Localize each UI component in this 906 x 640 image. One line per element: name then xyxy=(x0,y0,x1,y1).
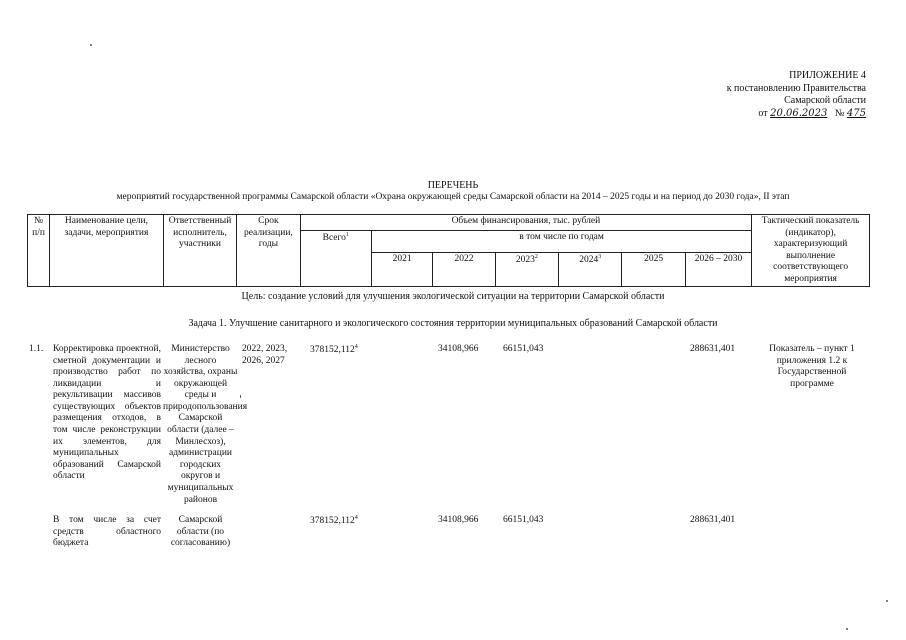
scan-speck xyxy=(886,600,888,602)
goal-line: Цель: создание условий для улучшения экологической ситуации на территории Самарской области xyxy=(241,291,665,302)
header-year-2026-2030: 2026 – 2030 xyxy=(685,253,751,287)
row-2-2023: 66151,043 xyxy=(503,515,544,525)
header-year-2025: 2025 xyxy=(622,253,685,287)
number-prefix: № xyxy=(834,107,845,119)
row-1-2026-2030: 288631,401 xyxy=(690,344,736,354)
task-line: Задача 1. Улучшение санитарного и экологического состояния территории муниципальных образований Самарской области xyxy=(188,318,718,329)
header-indicator: Тактический показатель (индикатор), характеризующий выполнение соответствующего мероприятия xyxy=(752,215,870,287)
row-1-period: 2022, 2023, 2026, 2027 xyxy=(242,344,288,366)
header-executor: Ответственный исполнитель, участники xyxy=(163,215,236,287)
row-2-2022: 34108,966 xyxy=(438,515,479,525)
handwritten-number: 475 xyxy=(846,107,866,119)
scan-speck xyxy=(846,628,848,630)
row-2-2026-2030: 288631,401 xyxy=(690,515,736,525)
header-year-2024: 2024$^3$ xyxy=(559,253,622,287)
row-1-total: 378152,112$^4$ xyxy=(310,344,358,356)
appendix-region: Самарской области xyxy=(784,95,866,106)
row-2-name: В том числе за счет средств областного бюджета xyxy=(53,515,161,549)
document-title: ПЕРЕЧЕНЬ xyxy=(427,180,479,191)
row-1-2023: 66151,043 xyxy=(503,344,544,354)
financing-table-header xyxy=(27,214,870,287)
appendix-date-line xyxy=(727,108,866,121)
appendix-resolution: к постановлению Правительства xyxy=(726,82,866,94)
header-name: Наименование цели, задачи, мероприятия xyxy=(50,215,164,287)
row-1-indicator: Показатель – пункт 1 приложения 1.2 к Государственной программе xyxy=(769,344,855,389)
header-year-2023: 2023$^2$ xyxy=(495,253,558,287)
date-prefix: от xyxy=(758,107,768,119)
appendix-title: ПРИЛОЖЕНИЕ 4 xyxy=(789,70,866,81)
row-2-executor: Самарской области (по согласованию) xyxy=(170,515,231,549)
header-num: № п/п xyxy=(28,215,50,287)
appendix-block xyxy=(727,70,866,120)
header-year-2022: 2022 xyxy=(433,253,495,287)
row-1-2022: 34108,966 xyxy=(438,344,479,354)
scan-speck xyxy=(90,44,92,46)
header-total: Всего$^1$ xyxy=(300,231,371,287)
row-2-total: 378152,112$^4$ xyxy=(310,515,358,527)
handwritten-date: 20.06.2023 xyxy=(770,107,828,119)
row-1-executor: Министерство лесного хозяйства, охраны окружающей среды и природопользования Самарской области (далее – Минлесхоз), администрации городских округов и муниципальных районов xyxy=(163,344,248,505)
row-1-name: Корректировка проектной, сметной документации и производство работ по ликвидации и рекультивации массивов существующих объектов размещения отходов, в том числе реконструкции их элементов, для муниципальных образований Самарской области xyxy=(53,344,161,482)
header-by-years: в том числе по годам xyxy=(371,231,751,253)
header-period: Срок реализации, годы xyxy=(237,215,300,287)
document-subtitle: мероприятий государственной программы Самарской области «Охрана окружающей среды Самарской области на 2014 – 2025 годы и на период до 2030 года», II этап xyxy=(116,192,790,202)
row-1-num: 1.1. xyxy=(29,344,44,354)
header-financing: Объем финансирования, тыс. рублей xyxy=(300,215,752,231)
scan-speck xyxy=(240,395,241,398)
header-year-2021: 2021 xyxy=(371,253,432,287)
